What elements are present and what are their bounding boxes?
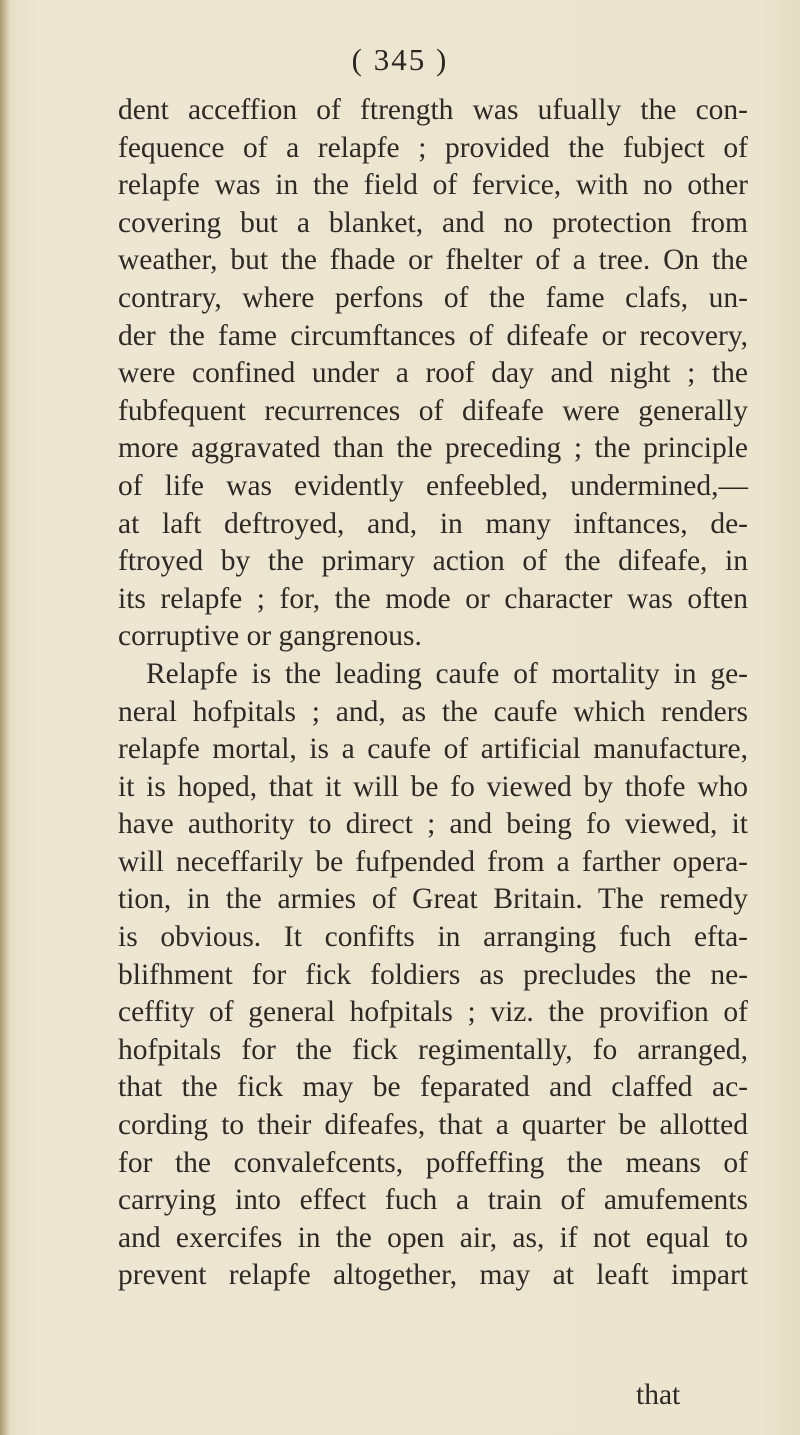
page-number: ( 345 ) xyxy=(351,42,449,77)
text-line: at laft deftroyed, and, in many inftances, de- xyxy=(118,507,748,540)
text-line: der the fame circumftances of difeafe or recovery, xyxy=(118,319,748,352)
text-line: carrying into effect fuch a train of amufements xyxy=(118,1184,748,1217)
text-line: weather, but the fhade or fhelter of a tree. On the xyxy=(118,244,748,277)
paragraph-start-line: Relapfe is the leading caufe of mortality in ge- xyxy=(146,657,748,690)
text-line: of life was evidently enfeebled, undermined,— xyxy=(118,469,748,502)
catchword: that xyxy=(636,1379,681,1411)
text-line: that the fick may be feparated and claffed ac- xyxy=(118,1071,748,1104)
text-line: it is hoped, that it will be fo viewed by thofe who xyxy=(118,770,748,803)
text-line: ceffity of general hofpitals ; viz. the provifion of xyxy=(118,996,748,1029)
text-line: corruptive or gangrenous. xyxy=(118,620,422,653)
text-line: were confined under a roof day and night ; the xyxy=(118,357,748,390)
text-line: for the convalefcents, poffeffing the means of xyxy=(118,1146,748,1179)
text-line: relapfe was in the field of fervice, with no other xyxy=(118,169,748,202)
text-line: hofpitals for the fick regimentally, fo arranged, xyxy=(118,1033,748,1066)
text-line: contrary, where perfons of the fame clafs, un- xyxy=(118,281,748,314)
text-line: dent acceffion of ftrength was ufually the con- xyxy=(118,94,748,126)
text-line: more aggravated than the preceding ; the principle xyxy=(118,432,748,465)
text-line: tion, in the armies of Great Britain. The remedy xyxy=(118,883,748,916)
text-line: covering but a blanket, and no protection from xyxy=(118,206,748,239)
body-text xyxy=(118,92,748,1295)
text-line: prevent relapfe altogether, may at leaft impart xyxy=(118,1259,748,1292)
text-line: will neceffarily be fufpended from a farther opera- xyxy=(118,845,748,878)
text-line: fubfequent recurrences of difeafe were generally xyxy=(118,394,748,427)
text-line: is obvious. It confifts in arranging fuch efta- xyxy=(118,921,748,954)
page-binding-edge xyxy=(0,0,10,1435)
text-line: its relapfe ; for, the mode or character was often xyxy=(118,582,748,615)
text-line: blifhment for fick foldiers as precludes the ne- xyxy=(118,958,748,991)
text-line: have authority to direct ; and being fo viewed, it xyxy=(118,808,748,841)
text-line: neral hofpitals ; and, as the caufe which renders xyxy=(118,695,748,728)
text-line: and exercifes in the open air, as, if not equal to xyxy=(118,1221,748,1254)
text-line: ftroyed by the primary action of the difeafe, in xyxy=(118,545,748,578)
text-line: relapfe mortal, is a caufe of artificial manufacture, xyxy=(118,733,748,766)
text-line: fequence of a relapfe ; provided the fubject of xyxy=(118,131,748,164)
text-line: cording to their difeafes, that a quarter be allotted xyxy=(118,1109,748,1142)
